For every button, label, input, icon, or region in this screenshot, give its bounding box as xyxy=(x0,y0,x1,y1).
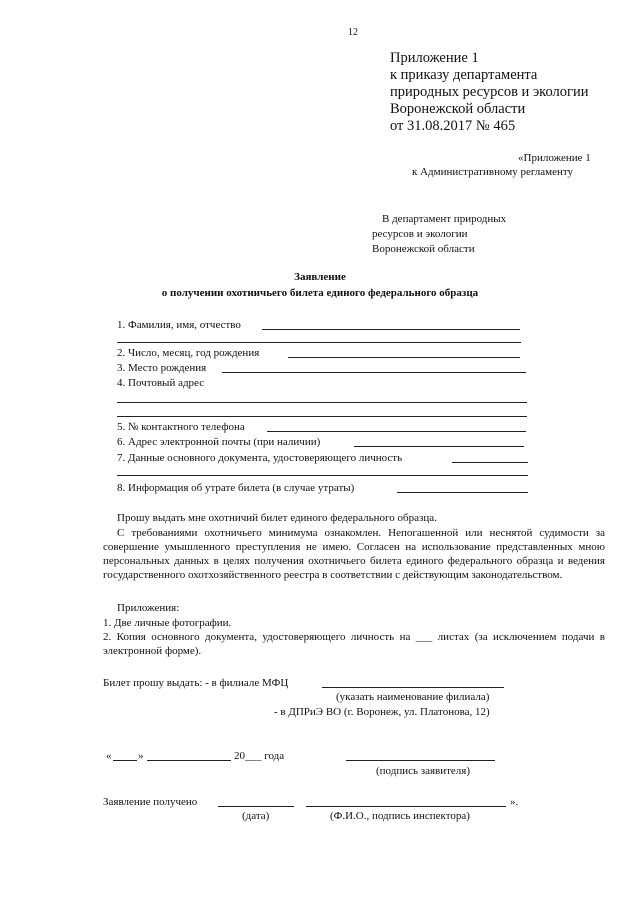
branch-hint: (указать наименование филиала) xyxy=(336,691,490,703)
field-loss-info-label: 8. Информация об утрате билета (в случае утраты) xyxy=(117,482,355,494)
annex-reg-line2: к Административному регламенту xyxy=(412,166,574,178)
field-birthdate-label: 2. Число, месяц, год рождения xyxy=(117,347,260,359)
field-email-label: 6. Адрес электронной почты (при наличии) xyxy=(117,436,321,448)
annex-line: Приложение 1 xyxy=(390,50,479,66)
issue-option-dpr: - в ДПРиЭ ВО (г. Воронеж, ул. Платонова, 12) xyxy=(274,706,490,718)
annex-line: природных ресурсов и экологии xyxy=(390,84,589,100)
field-address-label: 4. Почтовый адрес xyxy=(117,377,205,389)
addressee-line: ресурсов и экологии xyxy=(372,228,468,240)
doc-subtitle: о получении охотничьего билета единого федерального образца xyxy=(161,287,479,299)
attachments-label: Приложения: xyxy=(117,602,180,614)
mfc-branch-line[interactable] xyxy=(322,687,504,688)
annex-block xyxy=(390,50,588,135)
field-phone-line[interactable] xyxy=(267,431,526,432)
addressee-line: В департамент природных xyxy=(382,213,507,225)
inspector-line[interactable] xyxy=(306,806,506,807)
date-day-line[interactable] xyxy=(113,760,137,761)
field-name-line-2[interactable] xyxy=(117,342,521,343)
addressee-line: Воронежской области xyxy=(372,243,475,255)
declaration-paragraph: С требованиями охотничьего минимума ознакомлен. Непогашенной или неснятой судимости за совершение умышленного преступления не имею. Согласен на использование представленных мною персональных данных в целях получения охотничьего билета единого федерального образца и ведения государственного охотхозяйственного реестра в соответствии с действующим законодательством. xyxy=(103,527,605,581)
attachment-1: 1. Две личные фотографии. xyxy=(103,617,232,629)
field-address-line-2[interactable] xyxy=(117,416,527,417)
request-paragraph: Прошу выдать мне охотничий билет единого федерального образца. xyxy=(117,512,437,524)
annex-reg-line1: «Приложение 1 xyxy=(518,152,591,164)
attachment-2: 2. Копия основного документа, удостоверяющего личность на ___ листах (за исключением подачи в электронной форме). xyxy=(103,631,605,657)
field-birthdate-line[interactable] xyxy=(288,357,520,358)
received-label: Заявление получено xyxy=(103,796,198,808)
date-close-quote: » xyxy=(138,750,144,762)
field-name-line[interactable] xyxy=(262,329,520,330)
page-number: 12 xyxy=(348,27,358,38)
date-month-line[interactable] xyxy=(147,760,231,761)
received-end: ». xyxy=(510,796,519,808)
applicant-signature-hint: (подпись заявителя) xyxy=(376,765,471,777)
doc-title: Заявление xyxy=(294,271,346,283)
annex-line: к приказу департамента xyxy=(390,67,538,83)
field-birthplace-line[interactable] xyxy=(222,372,526,373)
field-id-document-line-2[interactable] xyxy=(117,475,528,476)
field-email-line[interactable] xyxy=(354,446,524,447)
received-date-line[interactable] xyxy=(218,806,294,807)
date-year: 20___ года xyxy=(234,750,285,762)
inspector-hint: (Ф.И.О., подпись инспектора) xyxy=(330,810,470,822)
issue-label: Билет прошу выдать: - в филиале МФЦ xyxy=(103,677,289,689)
annex-line: Воронежской области xyxy=(390,101,526,117)
addressee xyxy=(372,212,506,257)
field-phone-label: 5. № контактного телефона xyxy=(117,421,245,433)
field-id-document-label: 7. Данные основного документа, удостоверяющего личность xyxy=(117,452,403,464)
field-id-document-line[interactable] xyxy=(452,462,528,463)
field-name-label: 1. Фамилия, имя, отчество xyxy=(117,319,241,331)
date-open-quote: « xyxy=(106,750,112,762)
applicant-signature-line[interactable] xyxy=(346,760,495,761)
field-address-line-1[interactable] xyxy=(117,402,527,403)
received-date-hint: (дата) xyxy=(242,810,270,822)
field-birthplace-label: 3. Место рождения xyxy=(117,362,207,374)
field-loss-info-line[interactable] xyxy=(397,492,528,493)
annex-line: от 31.08.2017 № 465 xyxy=(390,118,516,134)
